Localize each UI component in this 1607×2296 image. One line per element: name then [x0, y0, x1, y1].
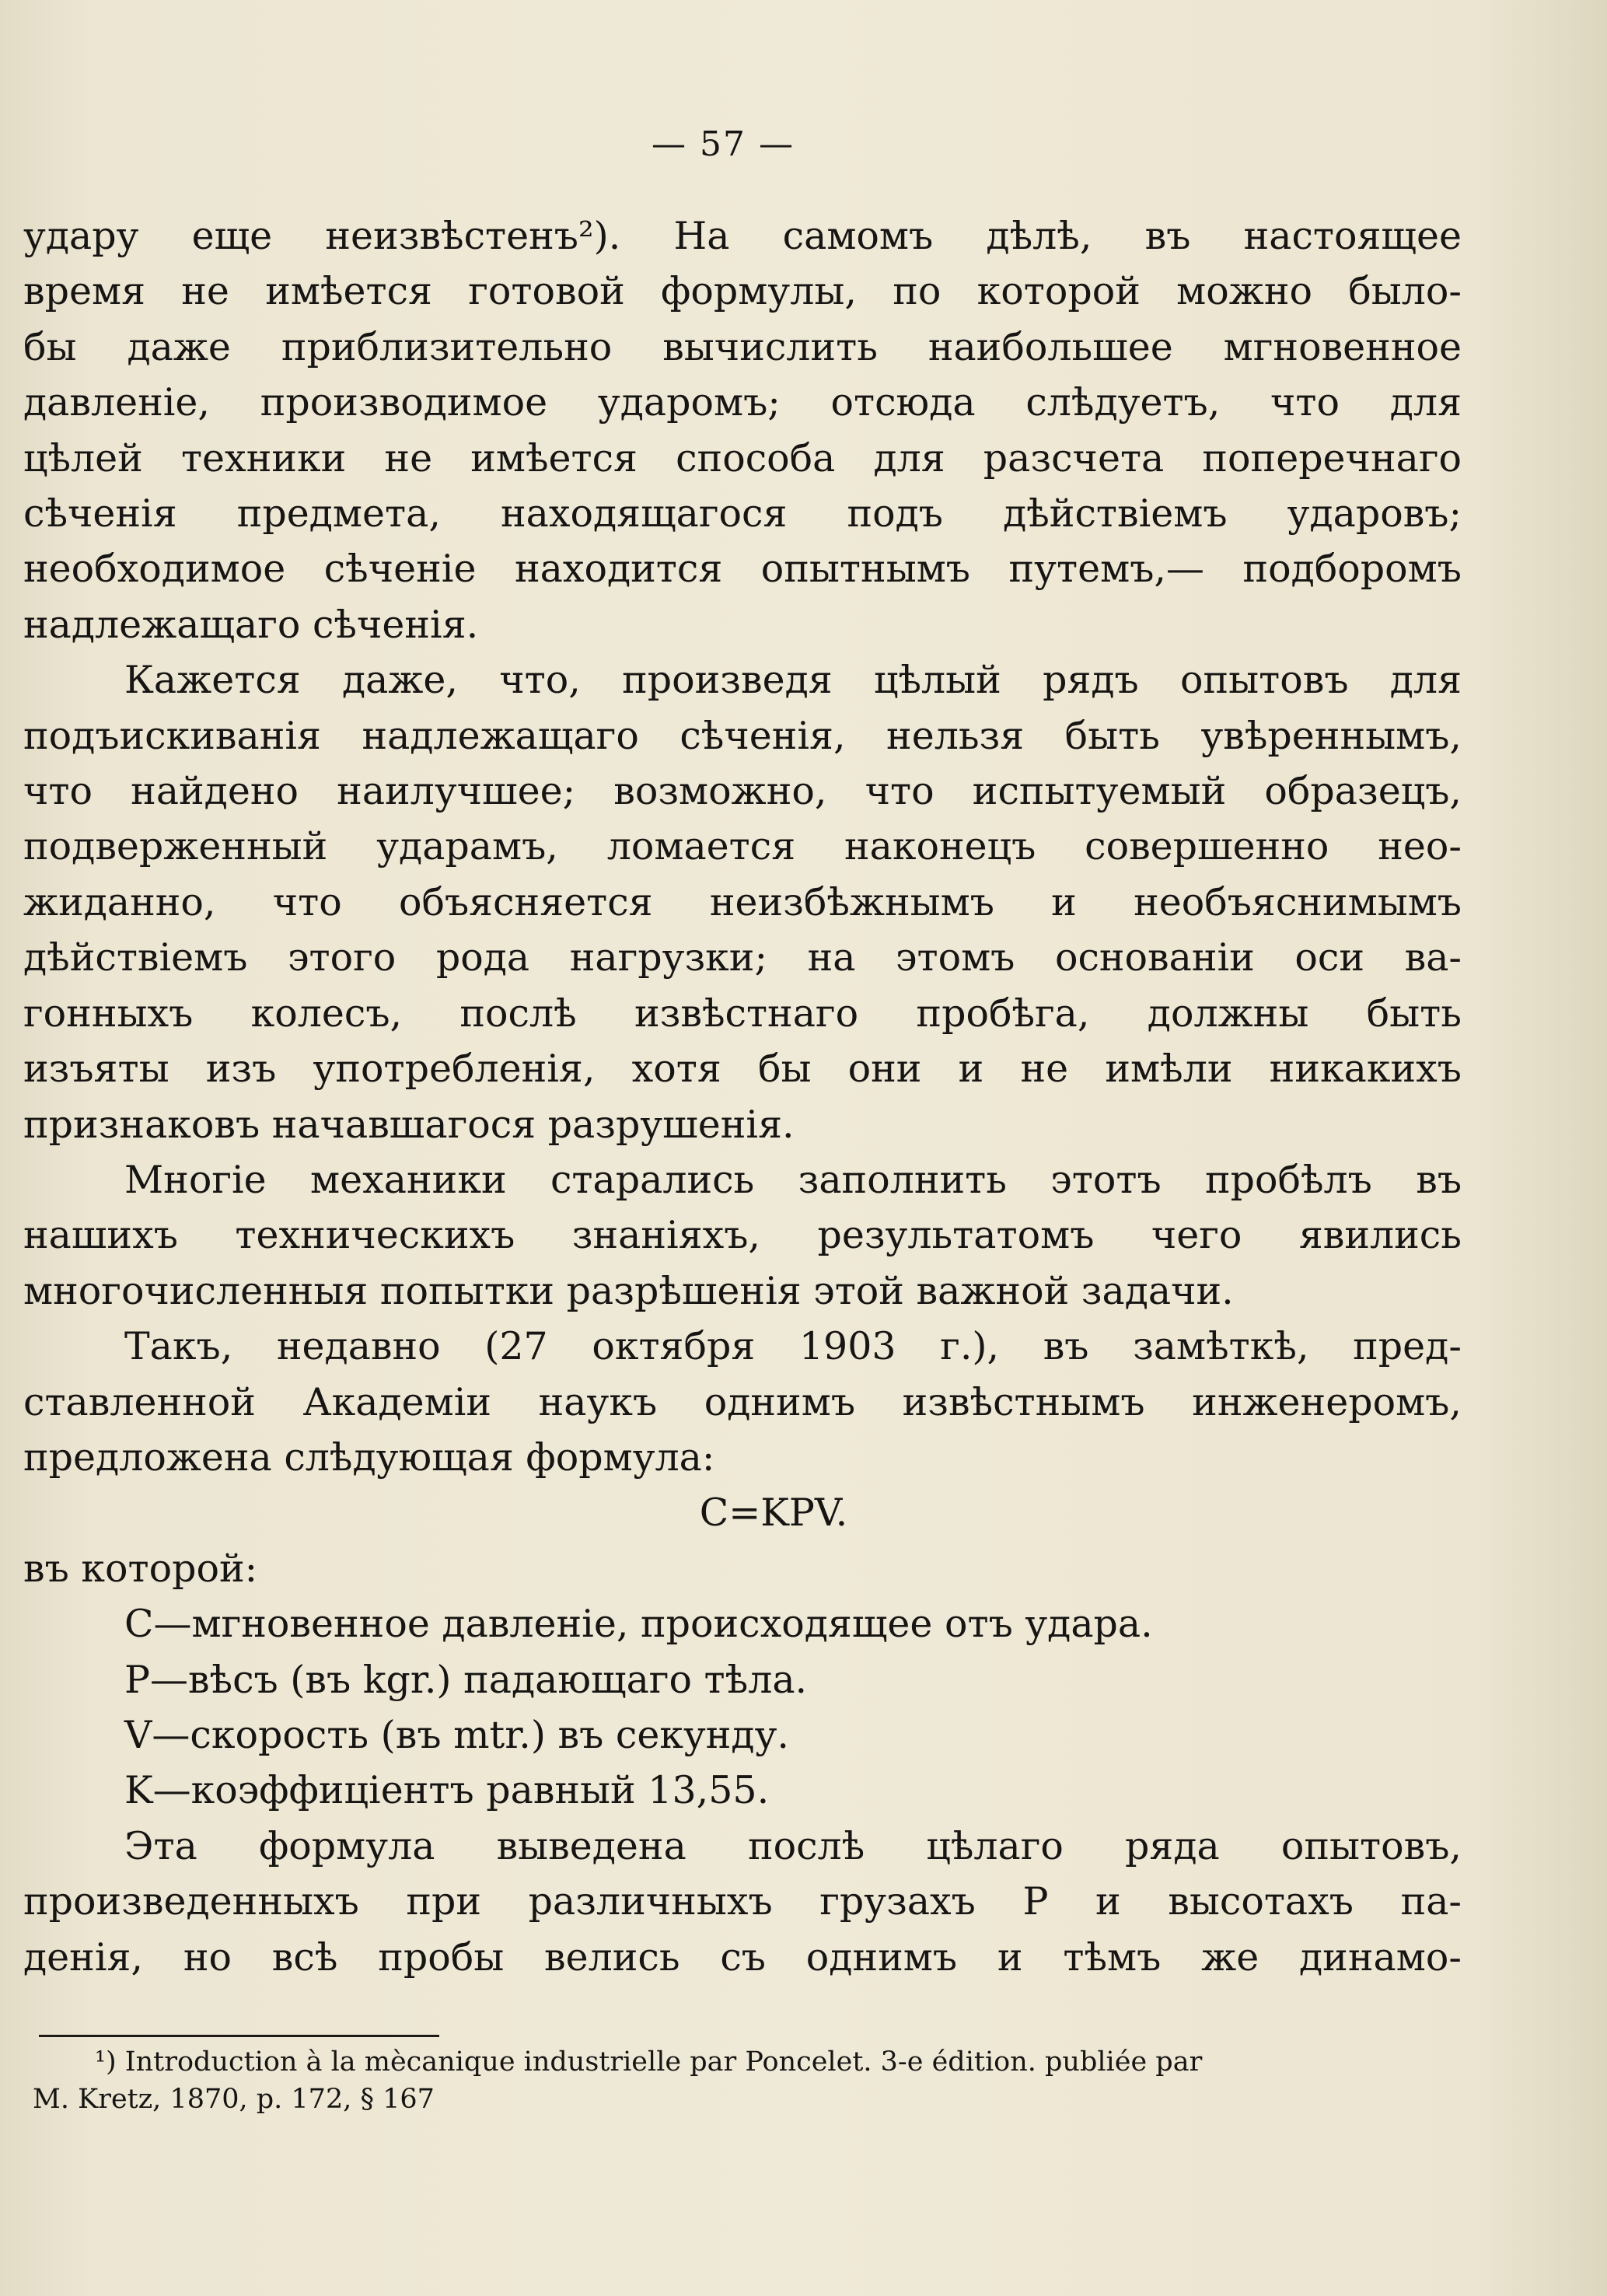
text-line: Эта формула выведена послѣ цѣлаго ряда опытовъ, [124, 1823, 1462, 1868]
text-line: жиданно, что объясняется неизбѣжнымъ и необъяснимымъ [23, 879, 1462, 924]
footnote-line: ¹) Introduction à la mècanique industrielle par Poncelet. 3-e édition. publiée par [95, 2046, 1203, 2078]
text-line: въ которой: [23, 1546, 258, 1591]
text-line: цѣлей техники не имѣется способа для разсчета поперечнаго [23, 435, 1462, 481]
footnote [33, 2043, 1479, 2118]
text-line: что найдено наилучшее; возможно, что испытуемый образецъ, [23, 769, 1462, 814]
text-line: гонныхъ колесъ, послѣ извѣстнаго пробѣга, должны быть [23, 991, 1462, 1036]
text-line: Кажется даже, что, произведя цѣлый рядъ опытовъ для [124, 658, 1462, 703]
text-line: необходимое сѣченіе находится опытнымъ путемъ,— подборомъ [23, 547, 1462, 592]
definition-line: C—мгновенное давленіе, происходящее отъ удара. [124, 1602, 1153, 1647]
text-line: Такъ, недавно (27 октября 1903 г.), въ замѣткѣ, пред- [124, 1324, 1462, 1369]
page-number: — 57 — [652, 124, 795, 164]
formula: C=KPV. [699, 1490, 848, 1536]
definition-line: V—скорость (въ mtr.) въ секунду. [124, 1712, 790, 1757]
definition-line: P—вѣсъ (въ kgr.) падающаго тѣла. [124, 1657, 808, 1702]
text-line: дѣйствіемъ этого рода нагрузки; на этомъ основаніи оси ва- [23, 935, 1462, 980]
text-line: бы даже приблизительно вычислить наибольшее мгновенное [23, 324, 1462, 369]
text-line: нашихъ техническихъ знаніяхъ, результатомъ чего явились [23, 1213, 1462, 1258]
text-line: произведенныхъ при различныхъ грузахъ P и высотахъ па- [23, 1879, 1462, 1924]
text-line: признаковъ начавшагося разрушенія. [23, 1102, 795, 1147]
text-line: время не имѣется готовой формулы, по которой можно было- [23, 269, 1462, 314]
text-line: предложена слѣдующая формула: [23, 1435, 715, 1480]
text-line: давленіе, производимое ударомъ; отсюда слѣдуетъ, что для [23, 380, 1462, 425]
text-line: изъяты изъ употребленія, хотя бы они и не имѣли никакихъ [23, 1047, 1462, 1092]
text-line: подъискиванія надлежащаго сѣченія, нельзя быть увѣреннымъ, [23, 713, 1462, 758]
body-text [23, 208, 1462, 1985]
definition-line: K—коэффиціентъ равный 13,55. [124, 1768, 770, 1813]
text-line: денія, но всѣ пробы велись съ однимъ и тѣмъ же динамо- [23, 1934, 1462, 1980]
text-line: ставленной Академіи наукъ однимъ извѣстнымъ инженеромъ, [23, 1379, 1462, 1424]
footnote-divider [39, 2035, 439, 2037]
text-line: многочисленныя попытки разрѣшенія этой важной задачи. [23, 1268, 1234, 1313]
footnote-line: M. Kretz, 1870, p. 172, § 167 [33, 2084, 435, 2115]
text-line: сѣченія предмета, находящагося подъ дѣйствіемъ ударовъ; [23, 491, 1462, 536]
text-line: надлежащаго сѣченія. [23, 602, 479, 647]
text-line: подверженный ударамъ, ломается наконецъ совершенно нео- [23, 824, 1462, 869]
text-line: Многіе механики старались заполнить этотъ пробѣлъ въ [124, 1157, 1462, 1202]
text-line: удару еще неизвѣстенъ²). На самомъ дѣлѣ, въ настоящее [23, 214, 1462, 258]
